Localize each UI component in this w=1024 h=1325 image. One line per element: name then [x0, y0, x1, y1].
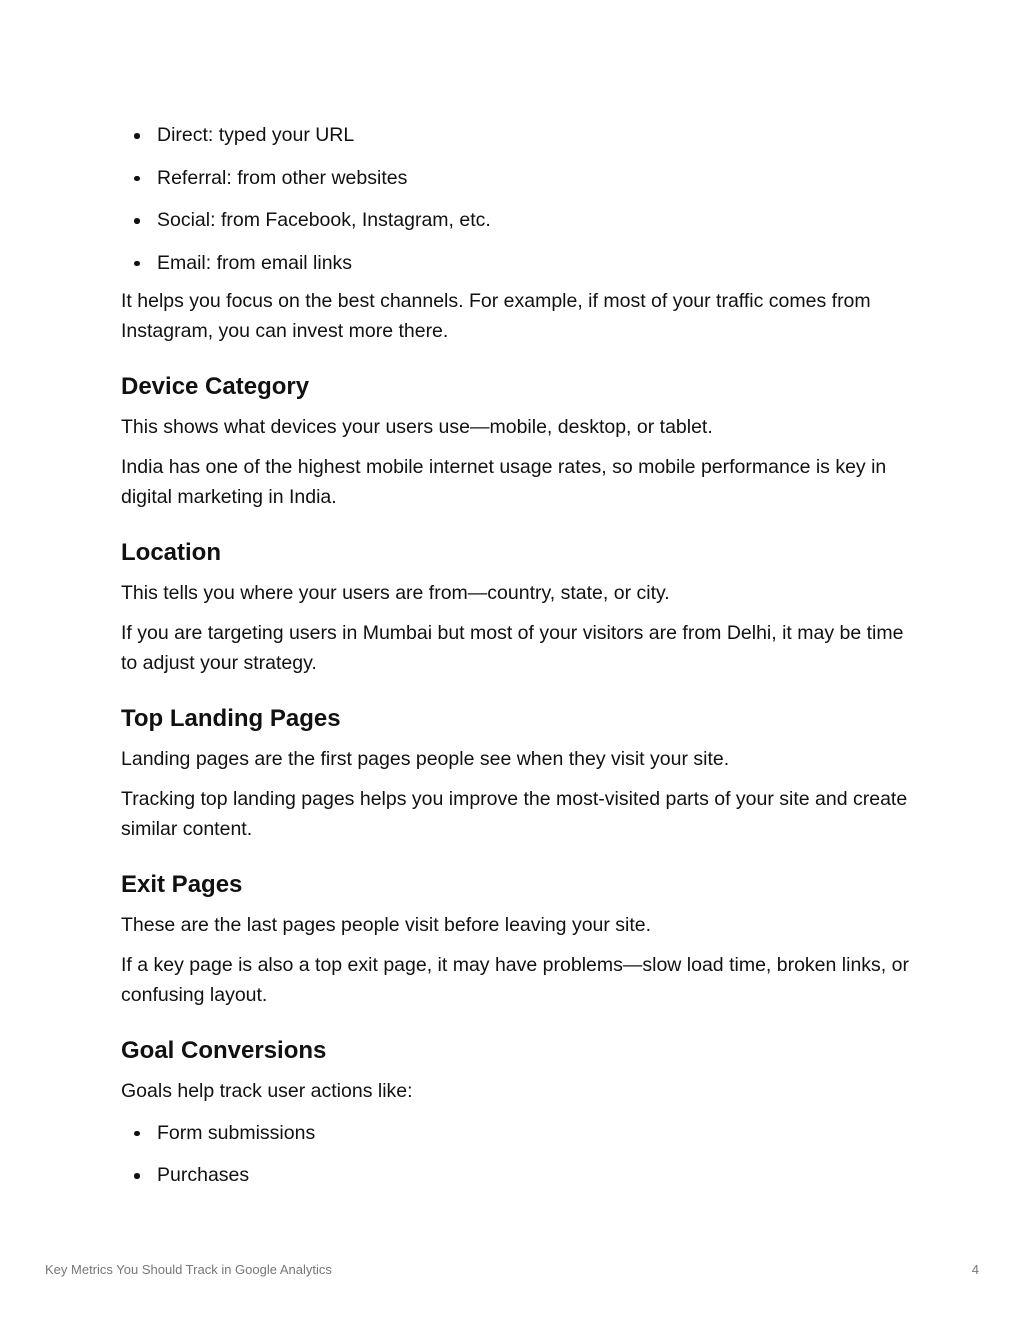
list-item: Social: from Facebook, Instagram, etc. — [121, 205, 911, 235]
paragraph: These are the last pages people visit before leaving your site. — [121, 913, 652, 936]
footer-title: Key Metrics You Should Track in Google Analytics — [45, 1262, 332, 1277]
list-item: Email: from email links — [121, 248, 911, 278]
paragraph: Landing pages are the first pages people see when they visit your site. — [121, 747, 730, 770]
paragraph: Goals help track user actions like: — [121, 1079, 413, 1102]
page-number: 4 — [971, 1262, 979, 1277]
goal-action-list — [121, 1118, 911, 1191]
section-heading-device-category: Device Category — [121, 372, 310, 400]
traffic-note: It helps you focus on the best channels. For example, if most of your traffic comes from Instagram, you can invest more there. — [121, 289, 871, 342]
paragraph: Tracking top landing pages helps you improve the most-visited parts of your site and create similar content. — [121, 787, 908, 840]
section-heading-top-landing-pages: Top Landing Pages — [121, 704, 341, 732]
paragraph: This tells you where your users are from—country, state, or city. — [121, 581, 670, 604]
page-footer — [45, 1262, 979, 1277]
paragraph: If a key page is also a top exit page, it may have problems—slow load time, broken links, or confusing layout. — [121, 953, 909, 1006]
section-heading-exit-pages: Exit Pages — [121, 870, 243, 898]
list-item: Form submissions — [121, 1118, 911, 1148]
paragraph: This shows what devices your users use—mobile, desktop, or tablet. — [121, 415, 713, 438]
list-item: Direct: typed your URL — [121, 120, 911, 150]
list-item: Purchases — [121, 1160, 911, 1190]
traffic-source-list — [121, 120, 911, 278]
section-heading-goal-conversions: Goal Conversions — [121, 1036, 327, 1064]
paragraph: India has one of the highest mobile internet usage rates, so mobile performance is key in digital marketing in India. — [121, 455, 887, 508]
paragraph: If you are targeting users in Mumbai but most of your visitors are from Delhi, it may be time to adjust your strategy. — [121, 621, 904, 674]
section-heading-location: Location — [121, 538, 221, 566]
document-body — [121, 120, 911, 1203]
list-item: Referral: from other websites — [121, 163, 911, 193]
